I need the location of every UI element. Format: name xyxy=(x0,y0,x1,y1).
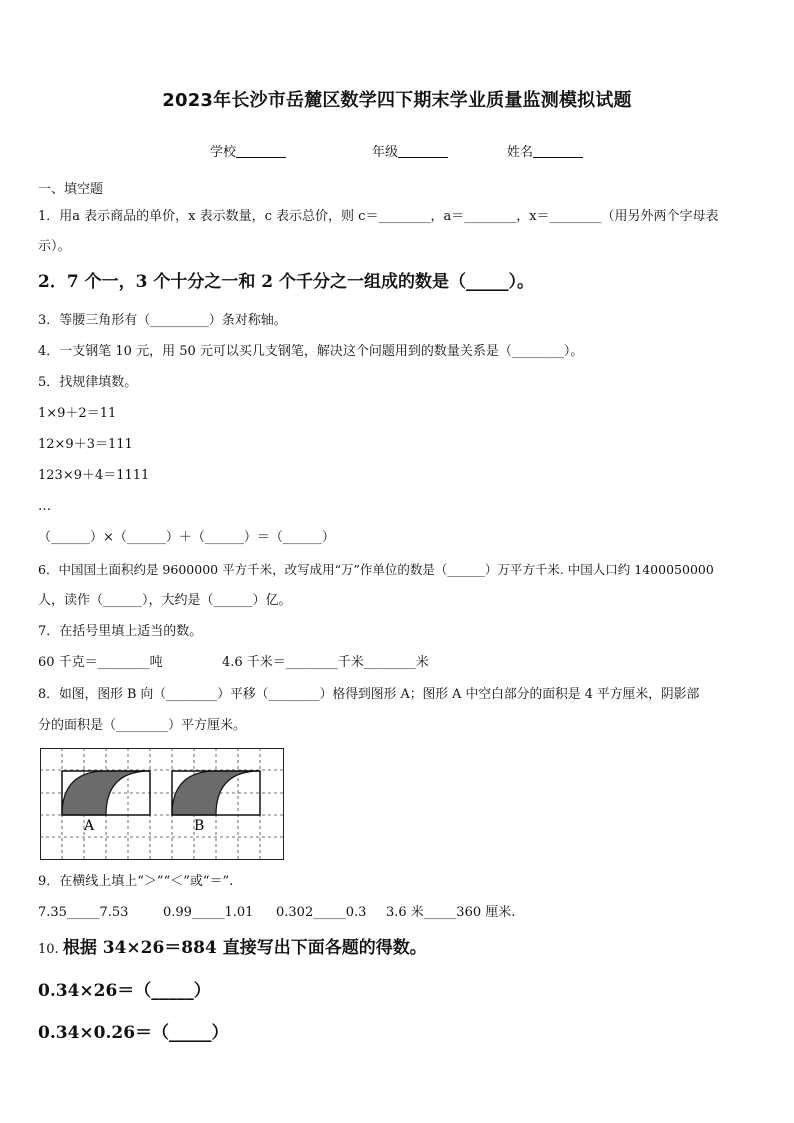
name-label: 姓名 xyxy=(507,145,534,160)
question-6-line1: 6．中国国土面积约是 9600000 平方千米，改写成用“万”作单位的数是（______）万平方千米. 中国人口约 1400050000 xyxy=(38,562,714,577)
school-blank[interactable] xyxy=(236,144,286,158)
question-6-line2: 人，读作（______），大约是（______）亿。 xyxy=(38,593,292,608)
q5-pattern-1: 1×9＋2＝11 xyxy=(38,406,117,421)
question-1-line2: 示）。 xyxy=(38,239,71,254)
question-1-line1: 1．用a 表示商品的单价，x 表示数量，c 表示总价，则 c＝________，a＝________，x＝________（用另外两个字母表 xyxy=(38,209,719,224)
q7-item-b: 4.6 千米＝________千米________米 xyxy=(222,655,429,670)
q9-item-d: 3.6 米_____360 厘米. xyxy=(386,905,516,920)
q9-item-c: 0.302_____0.3 xyxy=(276,905,367,920)
grid-figure xyxy=(40,748,284,860)
q5-answer-row: （______）×（______）＋（______）＝（______） xyxy=(38,530,335,545)
q5-ellipsis: … xyxy=(38,499,51,514)
question-10 xyxy=(38,939,427,959)
question-8-line1: 8．如图，图形 B 向（________）平移（________）格得到图形 A；图形 A 中空白部分的面积是 4 平方厘米，阴影部 xyxy=(38,687,700,702)
question-7: 7．在括号里填上适当的数。 xyxy=(38,624,203,639)
grade-blank[interactable] xyxy=(398,144,448,158)
q9-item-b: 0.99_____1.01 xyxy=(163,905,254,920)
page-title: 2023年长沙市岳麓区数学四下期末学业质量监测模拟试题 xyxy=(162,90,632,111)
question-3: 3．等腰三角形有（_________）条对称轴。 xyxy=(38,313,287,328)
q5-pattern-2: 12×9＋3＝111 xyxy=(38,437,133,452)
name-blank[interactable] xyxy=(533,144,583,158)
question-2: 2．7 个一，3 个十分之一和 2 个千分之一组成的数是（_____）。 xyxy=(38,272,534,292)
figure-label-b: B xyxy=(194,818,205,834)
q10-text: 根据 34×26＝884 直接写出下面各题的得数。 xyxy=(62,938,427,958)
question-8-line2: 分的面积是（________）平方厘米。 xyxy=(38,718,247,733)
q10-number: 10. xyxy=(38,942,59,957)
school-label: 学校 xyxy=(210,145,237,160)
figure-label-a: A xyxy=(84,818,95,834)
question-9: 9．在横线上填上“＞”“＜”或“＝”. xyxy=(38,874,234,889)
name-field xyxy=(507,141,583,160)
school-field xyxy=(210,141,286,160)
q9-item-a: 7.35_____7.53 xyxy=(38,905,129,920)
q10-item-b: 0.34×0.26＝（_____） xyxy=(38,1023,229,1043)
q7-item-a: 60 千克＝________吨 xyxy=(38,655,163,670)
grade-field xyxy=(372,141,448,160)
section-heading: 一、填空题 xyxy=(38,182,104,197)
q5-pattern-3: 123×9＋4＝1111 xyxy=(38,468,150,483)
grade-label: 年级 xyxy=(372,145,399,160)
q10-item-a: 0.34×26＝（_____） xyxy=(38,981,211,1001)
question-4: 4．一支钢笔 10 元，用 50 元可以买几支钢笔，解决这个问题用到的数量关系是（________）。 xyxy=(38,344,584,359)
question-5: 5．找规律填数。 xyxy=(38,375,138,390)
